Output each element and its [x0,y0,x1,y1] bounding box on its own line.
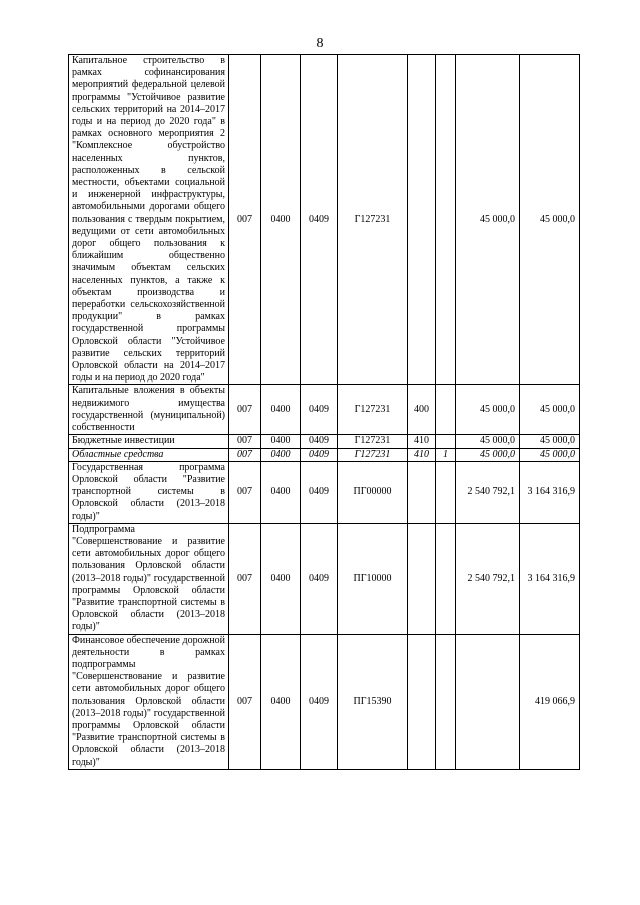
table-row [69,461,580,523]
row-name: Областные средства [69,448,229,461]
row-sum1: 2 540 792,1 [456,523,520,634]
row-rz: 0400 [261,55,301,385]
row-pr: 0409 [301,461,338,523]
row-vr [408,523,436,634]
row-sum1: 45 000,0 [456,448,520,461]
row-src [436,634,456,769]
row-sum1: 45 000,0 [456,435,520,448]
row-pr: 0409 [301,634,338,769]
row-vr [408,634,436,769]
row-name: Бюджетные инвестиции [69,435,229,448]
row-ved: 007 [229,634,261,769]
row-rz: 0400 [261,634,301,769]
row-sum2: 45 000,0 [520,385,580,435]
budget-table [68,54,580,770]
row-pr: 0409 [301,435,338,448]
table-row [69,523,580,634]
row-ved: 007 [229,448,261,461]
row-vr: 410 [408,448,436,461]
row-csr: Г127231 [338,448,408,461]
row-src [436,435,456,448]
row-rz: 0400 [261,523,301,634]
row-sum2: 419 066,9 [520,634,580,769]
row-sum1: 2 540 792,1 [456,461,520,523]
row-name: Капитальные вложения в объекты недвижимого имущества государственной (муниципальной) собственности [69,385,229,435]
row-name: Государственная программа Орловской области "Развитие транспортной системы в Орловской области (2013–2018 годы)" [69,461,229,523]
row-vr [408,461,436,523]
table-row [69,385,580,435]
row-csr: Г127231 [338,385,408,435]
row-rz: 0400 [261,435,301,448]
row-sum1: 45 000,0 [456,55,520,385]
table-row [69,448,580,461]
row-csr: Г127231 [338,55,408,385]
row-rz: 0400 [261,461,301,523]
row-sum2: 45 000,0 [520,435,580,448]
row-pr: 0409 [301,523,338,634]
row-csr: Г127231 [338,435,408,448]
row-sum1 [456,634,520,769]
row-src [436,385,456,435]
row-sum2: 45 000,0 [520,55,580,385]
row-name: Финансовое обеспечение дорожной деятельности в рамках подпрограммы "Совершенствование и развитие сети автомобильных дорог общего пользования Орловской области (2013–2018 годы)" государственной программы Орловской области "Развитие транспортной системы в Орловской области (2013–2018 годы)" [69,634,229,769]
row-src: 1 [436,448,456,461]
row-ved: 007 [229,55,261,385]
row-sum2: 3 164 316,9 [520,461,580,523]
row-pr: 0409 [301,55,338,385]
row-vr: 410 [408,435,436,448]
row-sum1: 45 000,0 [456,385,520,435]
row-sum2: 45 000,0 [520,448,580,461]
row-rz: 0400 [261,448,301,461]
row-vr [408,55,436,385]
table-row [69,55,580,385]
row-src [436,523,456,634]
row-ved: 007 [229,523,261,634]
row-csr: ПГ10000 [338,523,408,634]
row-csr: ПГ00000 [338,461,408,523]
row-pr: 0409 [301,448,338,461]
row-vr: 400 [408,385,436,435]
row-csr: ПГ15390 [338,634,408,769]
table-row [69,435,580,448]
row-sum2: 3 164 316,9 [520,523,580,634]
row-ved: 007 [229,385,261,435]
row-pr: 0409 [301,385,338,435]
row-src [436,55,456,385]
row-ved: 007 [229,461,261,523]
row-rz: 0400 [261,385,301,435]
page-number: 8 [316,36,324,51]
row-src [436,461,456,523]
row-name: Подпрограмма "Совершенствование и развитие сети автомобильных дорог общего пользования Орловской области (2013–2018 годы)" государственной программы Орловской области "Развитие транспортной системы в Орловской области (2013–2018 годы)" [69,523,229,634]
table-row [69,634,580,769]
row-name: Капитальное строительство в рамках софинансирования мероприятий федеральной целевой программы "Устойчивое развитие сельских территорий на 2014–2017 годы и на период до 2020 года" в рамках основного мероприятия 2 "Комплексное обустройство населенных пунктов, расположенных в сельской местности, объектами социальной и инженерной инфраструктуры, автомобильными дорогами общего пользования с твердым покрытием, ведущими от сети автомобильных дорог общего пользования к ближайшим общественно значимым объектам сельских населенных пунктов, а также к объектам производства и переработки сельскохозяйственной продукции" в рамках государственной программы Орловской области "Устойчивое развитие сельских территорий Орловской области на 2014–2017 годы и на период до 2020 года" [69,55,229,385]
row-ved: 007 [229,435,261,448]
